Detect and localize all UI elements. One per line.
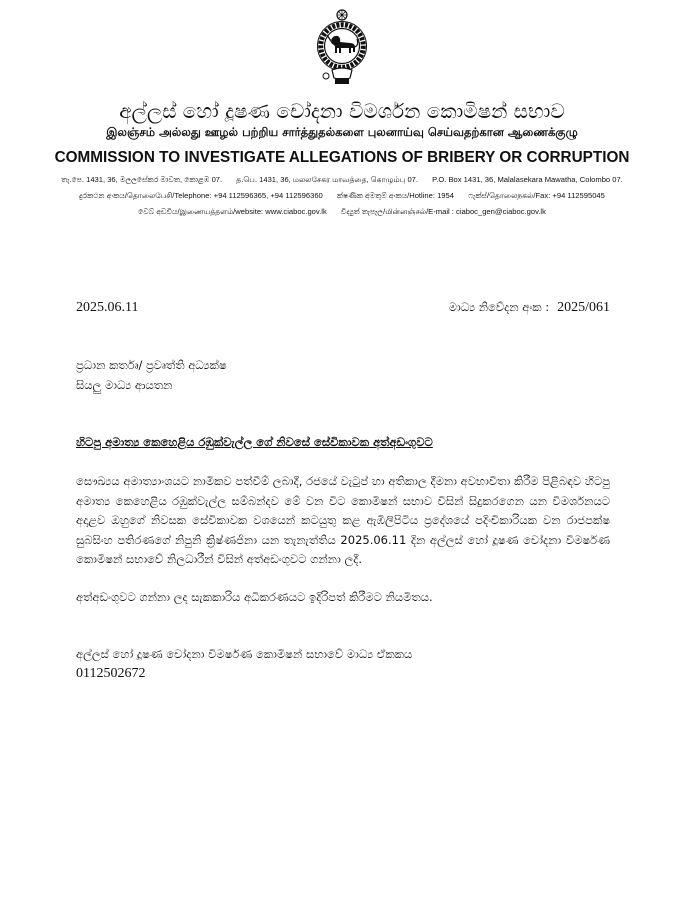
commission-title-sinhala: අල්ලස් හෝ දූෂණ චෝදනා විමර්ශන කොමිෂන් සභාව [119,99,565,123]
website-address: වෙබ් අඩවිය/இணையத்தளம்/website: www.ciaboc.gov.lk [138,207,327,216]
national-emblem-icon [315,8,369,88]
subject-heading: හිටපු අමාත්‍ය කෙහෙළිය රඹුක්වැල්ල ගේ නිවසේ සේවිකාවක අත්අඩංගුවට [76,435,433,449]
address-line [16,172,668,188]
recipient-line: ප්‍රධාන කර්තෘ/ ප්‍රවෘත්ති අධ්‍යක්ෂ [76,358,227,372]
web-line [16,204,668,220]
letterhead-contact-block [0,172,684,220]
recipients-block [76,356,610,395]
release-date: 2025.06.11 [76,300,139,315]
fax-number: ෆැක්ස්/தொலைநகல்/Fax: +94 112595045 [468,191,605,200]
reference-number: 2025/061 [557,300,610,315]
commission-title-tamil: இலஞ்சம் அல்லது ஊழல் பற்றிய சார்த்துதல்களை புலனாய்வு செய்வதற்கான ஆணைக்குழு [106,125,578,139]
email-address: විද්‍යුත් තැපෑල/மின்னஞ்சல்/E-mail : ciaboc_gen@ciaboc.gov.lk [340,207,546,216]
body-paragraph: සෞඛ්‍යය අමාත්‍යාංශයට නාමිකව පත්වීම් ලබාදී, රජයේ වැටුප් හා අතිකාල දීමනා අවභාවිතා කිරීම පිළිබඳව හිටපු අමාත්‍ය කෙහෙළිය රඹුක්වැල්ල සම්බන්දව මේ වන විට කොමිෂන් සභාව විසින් සිදුකරගෙන යන විමර්ශනයට අදාළව ඔහුගේ නිවසක සේවිකාවක වශයෙන් කටයුතු කළ ඇඹිලිපිටිය ප්‍රදේශයේ පදිංචිකාරියක වන රාජපක්ෂ සුබසිංහ පතිරණගේ නිපුනි ක්‍රිෂ්ණජිනා යන තැනැත්තිය 2025.06.11 දින අල්ලස් හෝ දූෂණ චෝදනා විමර්ෂණ කොමිෂන් සභාවේ නිලධාරීන් විසින් අත්අඩංගුවට ගන්නා ලදී. [76,474,610,566]
address-english: P.O. Box 1431, 36, Malalasekara Mawatha, Colombo 07. [432,175,623,184]
body-paragraph: අත්අඩංගුවට ගන්නා ලද සැකකාරිය අධිකරණයට ඉදිරිපත් කිරීමට නියමිතය. [76,589,433,604]
hotline-number: ක්ෂණික අමතුම් අංකය/Hotline: 1954 [336,191,454,200]
telephone-numbers: දුරකථන අංකය/தொலைபேசி/Telephone: +94 112596365, +94 112596360 [79,191,323,200]
date-reference-row [76,298,610,318]
release-reference [449,298,610,318]
letter-body [76,298,610,683]
signature-unit: අල්ලස් හෝ දූෂණ චෝදනා විමර්ෂණ කොමිෂන් සභාවේ මාධ්‍ය ඒකකය [76,646,413,661]
address-tamil: த.பெ. 1431, 36, மலலசேகர மாவத்தை, கொழும்பு 07. [236,175,419,184]
recipient-line: සියලු මාධ්‍ය ආයතන [76,377,173,392]
commission-title-english: COMMISSION TO INVESTIGATE ALLEGATIONS OF BRIBERY OR CORRUPTION [54,149,630,166]
reference-label: මාධ්‍ය නිවේදන අංක : [448,300,550,314]
signature-phone: 0112502672 [76,665,146,681]
address-sinhala: තැ.පෙ. 1431, 36, මලලසේකර මාවත, කොළඹ 07. [61,175,223,184]
letterhead [0,8,684,220]
signature-block [76,645,610,683]
phone-line [16,188,668,204]
